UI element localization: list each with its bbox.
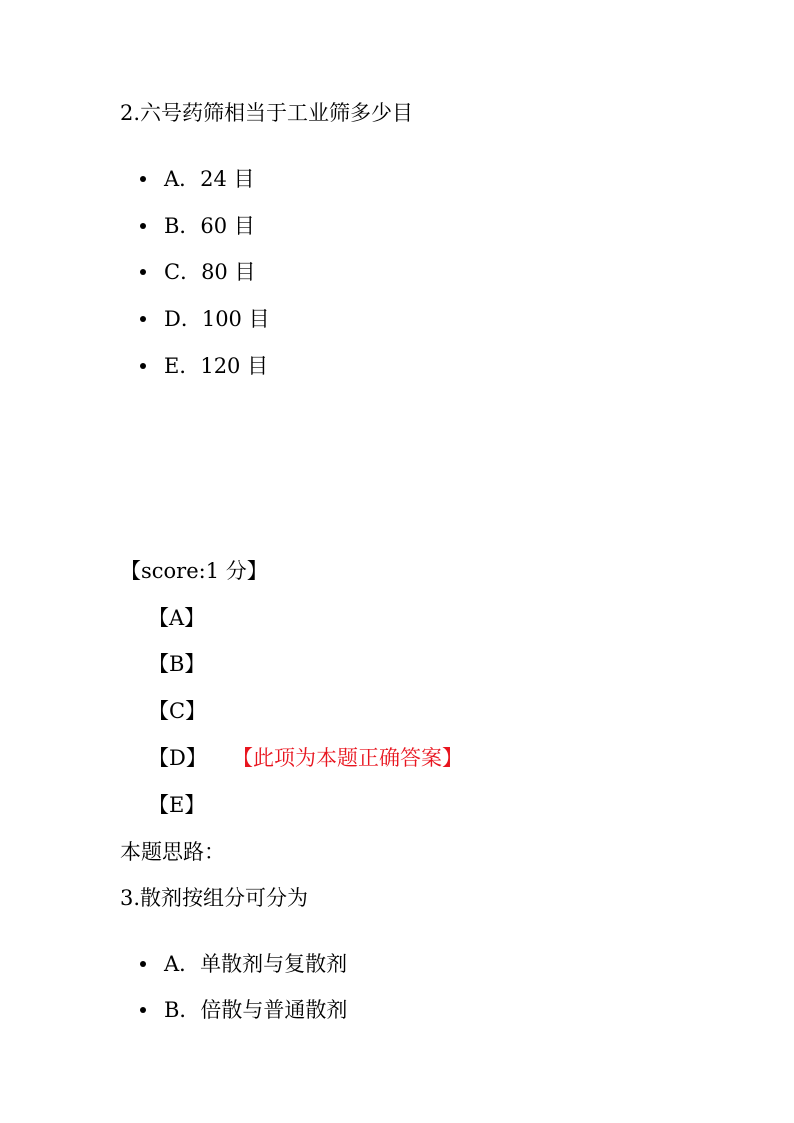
- bullet-icon: [140, 223, 146, 229]
- option-text: E．120 目: [164, 354, 269, 378]
- bullet-icon: [140, 269, 146, 275]
- question-3-option-b: [140, 996, 347, 1024]
- option-text: B．60 目: [164, 214, 255, 238]
- option-text: C．80 目: [164, 260, 256, 284]
- answer-a: 【A】: [148, 606, 206, 630]
- question-2-title: 2.六号药筛相当于工业筛多少目: [120, 101, 414, 125]
- bullet-icon: [140, 176, 146, 182]
- answer-c: 【C】: [148, 699, 207, 723]
- answer-e: 【E】: [148, 793, 206, 817]
- correct-answer-note: 【此项为本题正确答案】: [232, 746, 463, 770]
- score-label: 【score:1 分】: [120, 559, 268, 583]
- option-text: A．24 目: [164, 167, 255, 191]
- question-2-option-b: [140, 212, 255, 240]
- question-3-option-a: [140, 950, 347, 978]
- bullet-icon: [140, 961, 146, 967]
- question-2-option-a: [140, 165, 255, 193]
- option-text: D．100 目: [164, 307, 270, 331]
- question-2-option-c: [140, 258, 255, 286]
- question-2-option-d: [140, 305, 270, 333]
- option-text: B．倍散与普通散剂: [164, 998, 348, 1022]
- analysis-label: 本题思路：: [120, 840, 225, 864]
- answer-d: 【D】: [148, 746, 207, 770]
- bullet-icon: [140, 1007, 146, 1013]
- question-2-option-e: [140, 352, 268, 380]
- bullet-icon: [140, 363, 146, 369]
- question-3-title: 3.散剂按组分可分为: [120, 886, 309, 910]
- answer-b: 【B】: [148, 652, 206, 676]
- bullet-icon: [140, 316, 146, 322]
- option-text: A．单散剂与复散剂: [164, 952, 348, 976]
